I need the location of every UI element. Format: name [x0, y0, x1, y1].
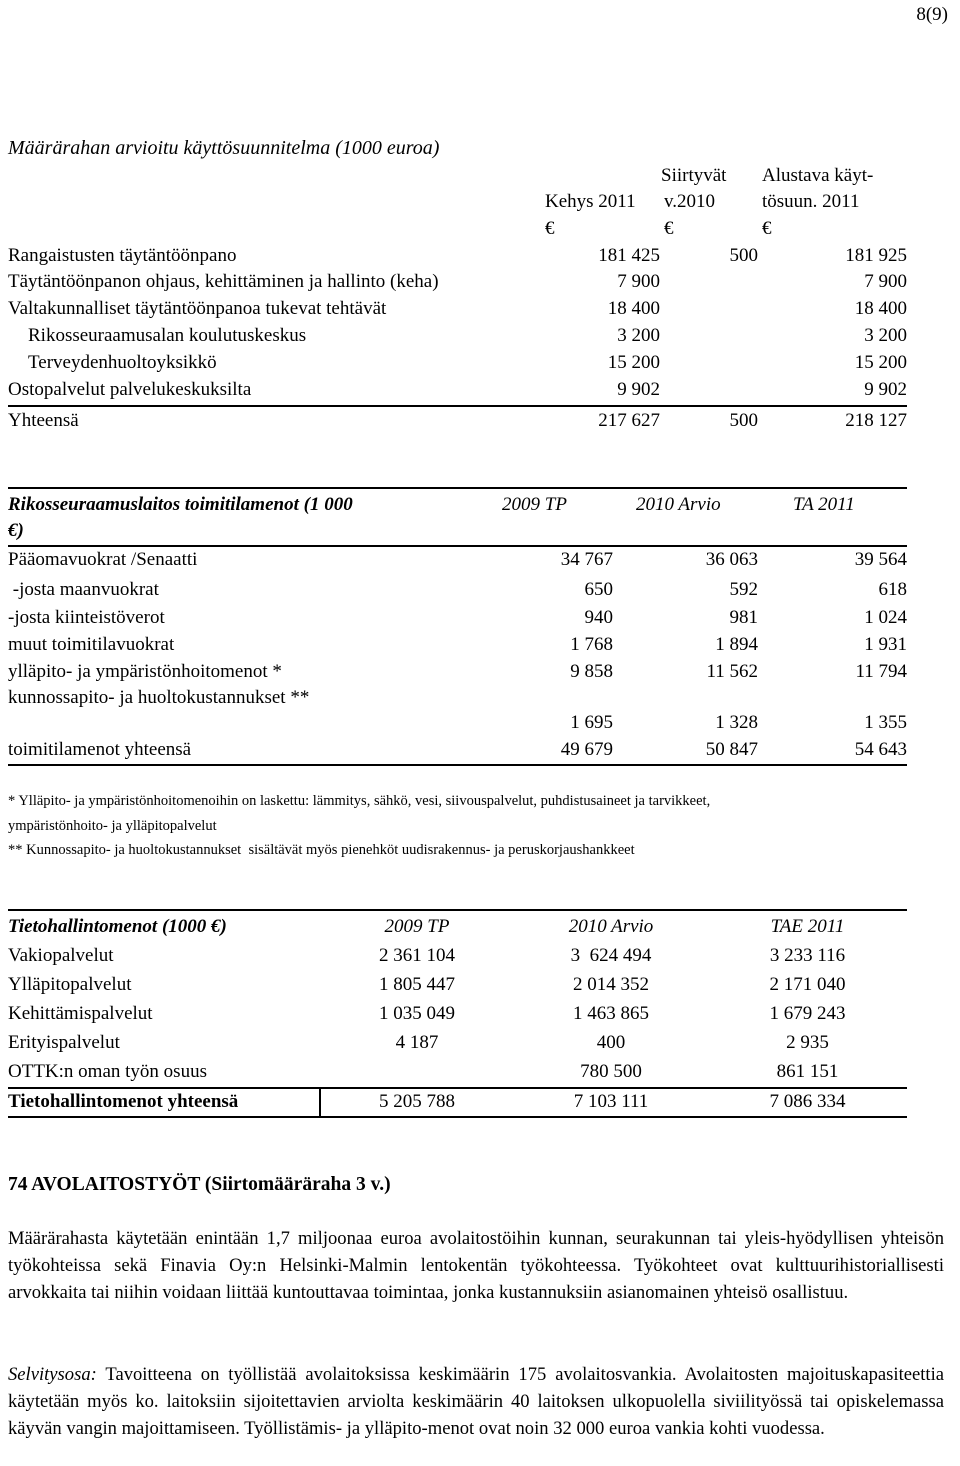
row-label: muut toimitilavuokrat — [8, 634, 175, 655]
value-2011: 54 643 — [854, 739, 907, 760]
divider — [8, 405, 907, 407]
divider — [8, 1087, 907, 1089]
value-2009: 2 361 104 — [379, 945, 455, 966]
value-2010: 50 847 — [705, 739, 758, 760]
value-2010: 1 463 865 — [573, 1003, 649, 1024]
selvitysosa-text: Tavoitteena on työllistää avolaitoksissa keskimäärin 175 avolaitosvankia. Avolaitosten majoituskapasiteettia käytetään myös ko. laitoksiin sijoitettavien arviolta keskimäärin 40 laitoksen ulkopuolella siviilityössä tai opiskelemassa käyvän vangin majoittamiseen. Työllistämis- ja ylläpito-menot ovat noin 32 000 euroa vankia kohti vuodessa. — [8, 1364, 944, 1439]
table-row — [0, 579, 960, 605]
table-row — [0, 1061, 960, 1087]
value-2011: 1 355 — [864, 712, 907, 733]
value-2011: 861 151 — [776, 1061, 839, 1082]
value-2010: 780 500 — [580, 1061, 642, 1082]
kehys-value: 3 200 — [617, 325, 660, 346]
value-2009: 49 679 — [560, 739, 613, 760]
table-row — [0, 607, 960, 633]
row-label: Pääomavuokrat /Senaatti — [8, 549, 198, 570]
table-total-row — [0, 739, 960, 765]
table-row — [0, 352, 960, 378]
alustava-value: 18 400 — [854, 298, 907, 319]
divider — [8, 487, 907, 489]
row-label: Tietohallintomenot yhteensä — [8, 1091, 239, 1112]
selvitysosa-label: Selvitysosa: — [8, 1364, 97, 1385]
table-row — [0, 974, 960, 1000]
siirtyvat-value: 500 — [729, 410, 758, 431]
row-label: Terveydenhuoltoyksikkö — [28, 352, 217, 373]
table-row — [0, 325, 960, 351]
value-2009: 1 805 447 — [379, 974, 455, 995]
divider — [8, 764, 907, 766]
value-2010: 2 014 352 — [573, 974, 649, 995]
page-number: 8(9) — [916, 4, 948, 25]
row-label: Ylläpitopalvelut — [8, 974, 132, 995]
table3-header-2009: 2009 TP — [384, 916, 450, 937]
table-row — [0, 549, 960, 575]
alustava-value: 9 902 — [864, 379, 907, 400]
row-label: Täytäntöönpanon ohjaus, kehittäminen ja hallinto (keha) — [8, 271, 439, 292]
value-2010: 3 624 494 — [570, 945, 652, 966]
currency-symbol: € — [762, 218, 772, 239]
table1-header-alustava-2: tösuun. 2011 — [762, 191, 860, 212]
table1-title: Määrärahan arvioitu käyttösuunnitelma (1000 euroa) — [8, 137, 440, 159]
footnote: * Ylläpito- ja ympäristönhoitomenoihin on laskettu: lämmitys, sähkö, vesi, siivouspalvelut, puhdistusaineet ja tarvikkeet, — [8, 793, 711, 809]
currency-symbol: € — [664, 218, 674, 239]
table-row — [0, 298, 960, 324]
table-row — [0, 634, 960, 660]
table-total-row — [0, 1091, 960, 1117]
value-2009: 650 — [584, 579, 613, 600]
alustava-value: 15 200 — [854, 352, 907, 373]
table2-title: Rikosseuraamuslaitos toimitilamenot (1 000 — [8, 494, 353, 515]
value-2011: 3 233 116 — [769, 945, 846, 966]
row-label: Ostopalvelut palvelukeskuksilta — [8, 379, 252, 400]
value-2010: 592 — [729, 579, 758, 600]
table-row — [0, 712, 960, 738]
table3-header-2011: TAE 2011 — [770, 916, 845, 937]
value-2009: 4 187 — [395, 1032, 439, 1053]
kehys-value: 217 627 — [598, 410, 660, 431]
value-2009: 1 035 049 — [379, 1003, 455, 1024]
value-2010: 400 — [596, 1032, 626, 1053]
value-2010: 36 063 — [705, 549, 758, 570]
value-2009: 940 — [584, 607, 613, 628]
row-label: Valtakunnalliset täytäntöönpanoa tukevat tehtävät — [8, 298, 387, 319]
alustava-value: 7 900 — [864, 271, 907, 292]
row-label: OTTK:n oman työn osuus — [8, 1061, 207, 1082]
table1-header-siirtyvat-1: Siirtyvät — [661, 165, 727, 186]
row-label: Yhteensä — [8, 410, 79, 431]
value-2010: 1 894 — [715, 634, 758, 655]
value-2011: 2 935 — [786, 1032, 829, 1053]
alustava-value: 3 200 — [864, 325, 907, 346]
value-2010: 11 562 — [706, 661, 758, 682]
value-2011: 2 171 040 — [769, 974, 846, 995]
footnote: ympäristönhoito- ja ylläpitopalvelut — [8, 818, 217, 834]
table-row — [0, 245, 960, 271]
table-row — [0, 379, 960, 405]
row-label: -josta kiinteistöverot — [8, 607, 165, 628]
divider — [8, 1116, 907, 1118]
table-row — [0, 945, 960, 971]
row-label: ylläpito- ja ympäristönhoitomenot * — [8, 661, 282, 682]
table1-header-alustava-1: Alustava käyt- — [762, 165, 874, 186]
row-label: kunnossapito- ja huoltokustannukset ** — [8, 687, 310, 708]
table-row — [0, 661, 960, 687]
value-2011: 618 — [878, 579, 907, 600]
table1-header-kehys: Kehys 2011 — [545, 191, 636, 212]
value-2009: 1 768 — [570, 634, 613, 655]
table-row — [0, 1003, 960, 1029]
divider — [8, 545, 907, 547]
row-label: Rangaistusten täytäntöönpano — [8, 245, 237, 266]
alustava-value: 218 127 — [845, 410, 907, 431]
value-2010: 981 — [729, 607, 758, 628]
kehys-value: 15 200 — [607, 352, 660, 373]
row-label: Erityispalvelut — [8, 1032, 120, 1053]
section-paragraph — [8, 1361, 944, 1442]
value-2011: 11 794 — [855, 661, 907, 682]
section-heading: 74 AVOLAITOSTYÖT (Siirtomääräraha 3 v.) — [8, 1174, 391, 1195]
row-label: Kehittämispalvelut — [8, 1003, 153, 1024]
value-2009: 9 858 — [570, 661, 613, 682]
table2-header-2009: 2009 TP — [502, 494, 567, 515]
kehys-value: 9 902 — [617, 379, 660, 400]
value-2010: 7 103 111 — [573, 1091, 649, 1112]
table3-header-2010: 2010 Arvio — [568, 916, 654, 937]
value-2011: 1 024 — [864, 607, 907, 628]
value-2009: 34 767 — [560, 549, 613, 570]
value-2009: 5 205 788 — [379, 1091, 455, 1112]
value-2009: 1 695 — [570, 712, 613, 733]
row-label: toimitilamenot yhteensä — [8, 739, 192, 760]
kehys-value: 18 400 — [607, 298, 660, 319]
table-row — [0, 271, 960, 297]
table2-header-2011: TA 2011 — [793, 494, 855, 515]
table2-title-unit: €) — [8, 520, 24, 541]
value-2011: 1 679 243 — [769, 1003, 846, 1024]
value-2011: 7 086 334 — [769, 1091, 846, 1112]
value-2011: 1 931 — [864, 634, 907, 655]
table3-title: Tietohallintomenot (1000 €) — [8, 916, 227, 937]
section-paragraph: Määrärahasta käytetään enintään 1,7 miljoonaa euroa avolaitostöihin kunnan, seurakunnan tai yleis-hyödyllisen yhteisön työkohteissa sekä Finavia Oy:n Helsinki-Malmin lentokentän työkohteessa. Työkohteet ovat kulttuurihistoriallisesti arvokkaita tai niihin voidaan liittää kuntouttavaa toimintaa, jonka kustannuksiin asianomainen yhteisö osallistuu. — [8, 1228, 944, 1303]
divider — [8, 909, 907, 911]
kehys-value: 181 425 — [598, 245, 660, 266]
table1-header-siirtyvat-2: v.2010 — [664, 191, 716, 212]
row-label: -josta maanvuokrat — [8, 579, 159, 600]
table2-header-2010: 2010 Arvio — [636, 494, 721, 515]
row-label: Rikosseuraamusalan koulutuskeskus — [28, 325, 307, 346]
table-row — [0, 1032, 960, 1058]
table-total-row — [0, 410, 960, 436]
siirtyvat-value: 500 — [729, 245, 758, 266]
row-label: Vakiopalvelut — [8, 945, 114, 966]
alustava-value: 181 925 — [845, 245, 907, 266]
footnote: ** Kunnossapito- ja huoltokustannukset sisältävät myös pienehköt uudisrakennus- ja peruskorjaushankkeet — [8, 842, 635, 858]
value-2010: 1 328 — [715, 712, 758, 733]
kehys-value: 7 900 — [617, 271, 660, 292]
value-2011: 39 564 — [854, 549, 907, 570]
currency-symbol: € — [545, 218, 555, 239]
